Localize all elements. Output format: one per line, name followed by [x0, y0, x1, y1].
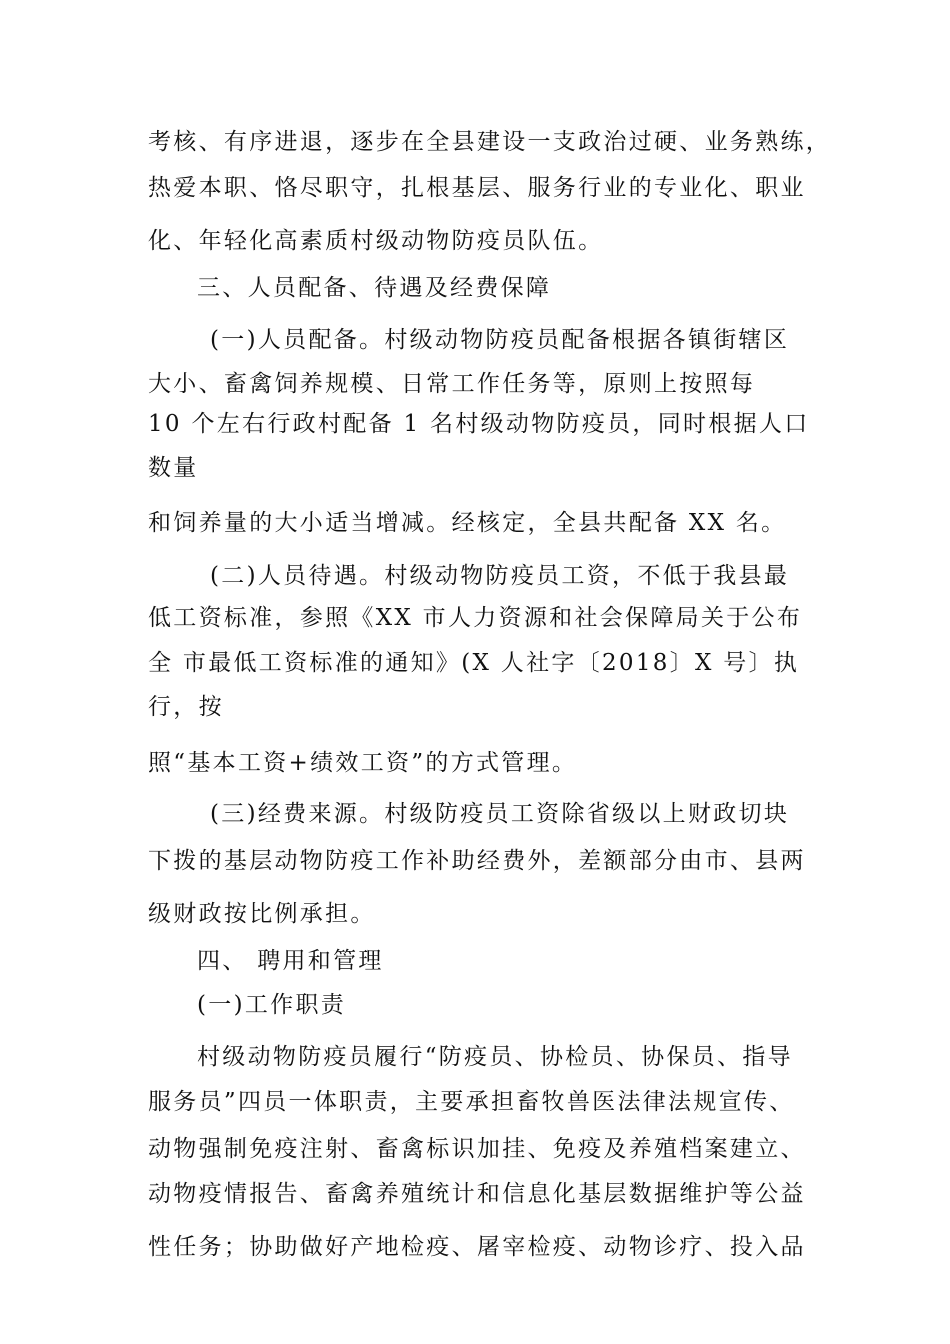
- paragraph-line: 考核、有序进退，逐步在全县建设一支政治过硬、业务熟练，: [148, 129, 832, 155]
- paragraph-line: 10 个左右行政村配备 1 名村级动物防疫员，同时根据人口: [148, 411, 810, 437]
- paragraph-line: 级财政按比例承担。: [148, 901, 376, 927]
- paragraph-line: 照“基本工资+绩效工资”的方式管理。: [148, 750, 578, 776]
- paragraph-line: 数量: [148, 455, 199, 481]
- subsection-paragraph: (一)人员配备。村级动物防疫员配备根据各镇街辖区: [210, 327, 790, 353]
- section-heading: 三、人员配备、待遇及经费保障: [197, 275, 552, 301]
- section-heading: 四、 聘用和管理: [197, 948, 384, 974]
- paragraph-line: 动物强制免疫注射、畜禽标识加挂、免疫及养殖档案建立、: [148, 1136, 806, 1162]
- paragraph-line: 服务员”四员一体职责，主要承担畜牧兽医法律法规宣传、: [148, 1089, 795, 1115]
- paragraph-line: 低工资标准，参照《XX 市人力资源和社会保障局关于公布: [148, 605, 803, 631]
- subsection-paragraph: (二)人员待遇。村级动物防疫员工资，不低于我县最: [210, 563, 790, 589]
- paragraph-line: 和饲养量的大小适当增减。经核定，全县共配备 XX 名。: [148, 510, 787, 536]
- paragraph-line: 大小、畜禽饲养规模、日常工作任务等，原则上按照每: [148, 371, 756, 397]
- paragraph-line: 全 市最低工资标准的通知》(X 人社字〔2018〕X 号〕执: [148, 650, 800, 676]
- paragraph-line: 化、年轻化高素质村级动物防疫员队伍。: [148, 228, 604, 254]
- paragraph-line: 性任务；协助做好产地检疫、屠宰检疫、动物诊疗、投入品: [148, 1234, 806, 1260]
- paragraph-line: 下拨的基层动物防疫工作补助经费外，差额部分由市、县两: [148, 848, 806, 874]
- paragraph-line: 村级动物防疫员履行“防疫员、协检员、协保员、指导: [197, 1044, 793, 1070]
- paragraph-line: 行，按: [148, 694, 224, 720]
- subsection-paragraph: (三)经费来源。村级防疫员工资除省级以上财政切块: [210, 801, 790, 827]
- paragraph-line: 热爱本职、恪尽职守，扎根基层、服务行业的专业化、职业: [148, 175, 806, 201]
- paragraph-line: 动物疫情报告、畜禽养殖统计和信息化基层数据维护等公益: [148, 1181, 806, 1207]
- subsection-heading: (一)工作职责: [197, 992, 347, 1018]
